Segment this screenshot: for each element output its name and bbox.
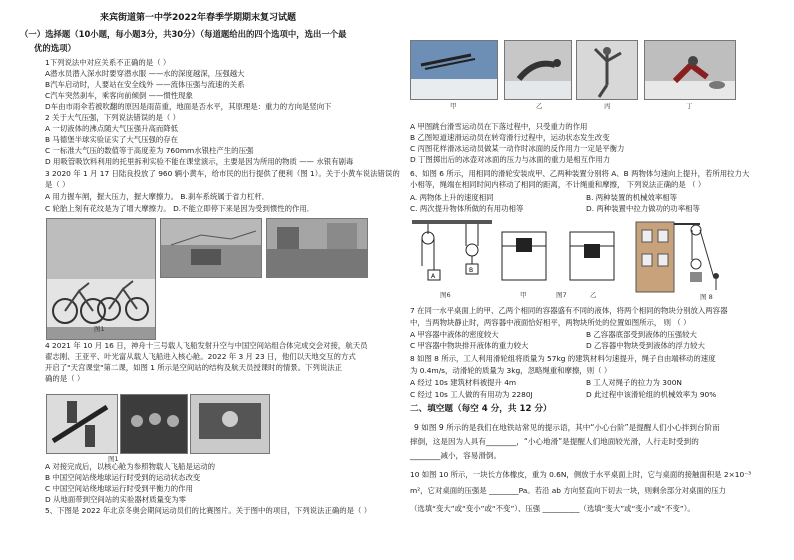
- q7-stem-2: 中，当两物块静止时，两容器中液面恰好相平，两物块所处的位置如图所示， 则 （ ）: [410, 318, 691, 327]
- ski-jump-photo: [410, 40, 498, 100]
- q4-option-c: C 中国空间站绕地球运行时受到平衡力的作用: [45, 484, 193, 493]
- q3-options-ab: A 用力握车闸，握大压力，握大摩擦力。 B.刹车系统属于省力杠杆．: [45, 192, 270, 201]
- figure6-caption: 图6: [440, 291, 451, 299]
- figure8-caption: 图 8: [700, 293, 713, 301]
- q1-stem: 1下列说法中对应关系不正确的是（ ）: [45, 58, 171, 67]
- q8-stem-2: 为 0.4m/s，动滑轮的质量为 3kg，忽略绳重和摩擦，则（ ）: [410, 366, 612, 375]
- q2-option-c: C 一标准大气压的数值等于高度差为 760mm水银柱产生的压强: [45, 146, 254, 155]
- q4-stem-1: 4 2021 年 10 月 16 日，神舟十三号载人飞船发射升空与中国空间站组合体完成交会对接，航天员: [45, 341, 368, 350]
- container-label-yi: 乙: [590, 291, 597, 299]
- q2-option-b: B 马德堡半球实验证实了大气压强的存在: [45, 135, 179, 144]
- q1-option-b: B汽车启动时，人要站在安全线外 ——流体压强与流速的关系: [45, 80, 245, 89]
- containers-diagram: [496, 226, 626, 286]
- section1-heading-cont: 优的选项）: [34, 43, 76, 53]
- q7-option-d: D 乙容器中物块受到液体的浮力较大: [586, 341, 705, 350]
- photo-label-bing: 丙: [604, 102, 611, 110]
- q5-option-c: C 丙图花样滑冰运动员做某一动作时冰面的反作用力一定是平衡力: [410, 144, 625, 153]
- figure7-caption: 图7: [556, 291, 567, 299]
- q6-option-b: B. 两种装置的机械效率相等: [586, 193, 678, 202]
- q2-stem: 2 关于大气压强，下列说法错误的是（ ）: [45, 113, 181, 122]
- figure-caption-q4: 图1: [108, 455, 119, 463]
- curling-photo: [644, 40, 736, 100]
- container-label-jia: 甲: [520, 291, 527, 299]
- q3-stem-cont: 是（ ）: [45, 180, 70, 189]
- q2-option-d: D 用吸管吸饮料利用的托里拆利实验不能在课堂演示，主要是因为所用的物质 —— 水银有剧毒: [45, 157, 354, 166]
- q1-option-c: C汽车突然刹车，乘客向前倾倒 ——惯性现象: [45, 91, 193, 100]
- landing-scene-photo: [160, 218, 262, 278]
- building-pulley-diagram: [630, 218, 730, 296]
- q6-option-d: D. 两种装置中拉力做功的功率相等: [586, 204, 700, 213]
- q10-stem-2: m²，它对桌面的压强是 ________Pa。若沿 ab 方向竖直向下切去一块，则剩余部分对桌面的压力: [410, 486, 726, 495]
- photo-label-jia: 甲: [450, 102, 457, 110]
- q10-stem-1: 10 如图 10 所示，一块长方体橡皮，重为 0.6N，侧放于水平桌面上时，它与桌面的接触面积是 2×10⁻³: [410, 470, 752, 479]
- astronaut-class-photo: [190, 394, 270, 454]
- q4-option-a: A 对接完成后，以核心舱为参照物载人飞船是运动的: [45, 462, 216, 471]
- q9-stem-3: ________减小，容易滑倒。: [410, 451, 502, 460]
- photo-label-ding: 丁: [686, 102, 693, 110]
- q5-option-a: A 甲图跳台滑雪运动员在下落过程中，只受重力的作用: [410, 122, 588, 131]
- q9-stem-1: 9 如图 9 所示的是我们在地铁站常见的提示语，其中“小心台阶”是提醒人们小心拌到台阶而: [414, 423, 720, 432]
- space-station-photo: [46, 394, 118, 454]
- q9-stem-2: 摔倒，这是因为人具有________，“小心地滑”是提醒人们地面较光滑，人行走时受到的: [410, 437, 699, 446]
- right-column: [400, 0, 787, 560]
- q3-stem: 3 2020 年 1 月 17 日陆良投放了 960 辆小黄车，给市民的出行提供了便利（图 1）。关于小黄车说法错误的: [45, 169, 400, 178]
- q10-stem-3: （选填“变大”或“变小”或“不变”）、压强 __________（选填“变大”或“变小”或“不变”）。: [410, 504, 695, 513]
- q5-option-b: B 乙图短道速滑运动员在转弯滑行过程中，运动状态发生改变: [410, 133, 610, 142]
- q3-options-cd: C 轮胎上刻有花纹是为了增大摩擦力。 D.不能立即停下来是因为受到惯性的作用．: [45, 204, 315, 213]
- page-title: 来宾街道第一中学2022年春季学期期末复习试题: [100, 13, 297, 23]
- q4-option-b: B 中国空间站绕地球运行时受到的运动状态改变: [45, 473, 201, 482]
- q2-option-a: A 一切液体的沸点随大气压强升高而降低: [45, 124, 179, 133]
- photo-label-yi: 乙: [536, 102, 543, 110]
- q8-stem-1: 8 如图 8 所示，工人利用滑轮组将质量为 57kg 的建筑材料匀速提升，绳子自由端移动的速度: [410, 354, 716, 363]
- section2-heading: 二、填空题（每空 4 分，共 12 分）: [410, 404, 552, 414]
- q7-option-b: B 乙容器底部受到液体的压强较大: [586, 330, 697, 339]
- q6-stem-2: 小相等，绳端在相同时间内移动了相同的距离，不计绳重和摩擦， 下列说法正确的是 （ ）: [410, 180, 706, 189]
- figure1-caption: 图1: [94, 325, 105, 333]
- q7-option-c: C 甲容器中物块排开液体的重力较大: [410, 341, 529, 350]
- q7-stem-1: 7 在同一水平桌面上的甲、乙两个相同的容器盛有不同的液体，将两个相同的物块分别放入两容器: [410, 306, 728, 315]
- q5-option-d: D 丁图掷出后的冰壶对冰面的压力与冰面的重力是相互作用力: [410, 155, 611, 164]
- q8-option-d: D 此过程中该滑轮组的机械效率为 90%: [586, 390, 717, 399]
- q1-option-d: D车由市雨伞若被吹翻的原因是雨苗重，地面是否水平，其原理是：重力的方向是竖向下: [45, 102, 332, 111]
- q4-stem-4: 确的是（ ）: [45, 374, 85, 383]
- q7-option-a: A 甲容器中液体的密度较大: [410, 330, 499, 339]
- q8-option-b: B 工人对绳子的拉力为 300N: [586, 378, 682, 387]
- section1-heading: （一）选择题（10小题，每小题3分，共30分）（每道题给出的四个选项中，选出一个最: [20, 29, 347, 39]
- q6-option-a: A. 两物体上升的速度相同: [410, 193, 494, 202]
- bike-sharing-photo: [46, 218, 156, 340]
- q4-stem-2: 翟志刚、王亚平、叶光富从载人飞船进入核心舱。2022 年 3 月 23 日，他们以天地交互的方式: [45, 352, 356, 361]
- pulley-label-b: B: [469, 267, 474, 274]
- q1-option-a: A潜水员潜入深水时要穿潜水服 ——水的深度越深，压强越大: [45, 69, 245, 78]
- q5-stem: 5、下图是 2022 年北京冬奥会期间运动员们的比赛图片。关于图中的项目，下列说法正确的是（ ）: [45, 506, 372, 515]
- street-scene-photo: [266, 218, 368, 278]
- pulley-label-a: A: [431, 273, 436, 280]
- classroom-photo: [120, 394, 188, 454]
- q6-stem-1: 6、如图 6 所示，用相同的滑轮安装成甲、乙两种装置分别将 A、B 两物体匀速向上提升，若所用拉力大: [410, 169, 750, 178]
- q8-option-c: C 经过 10s 工人做的有用功为 2280J: [410, 390, 533, 399]
- q6-option-c: C. 两次提升物体所做的有用功相等: [410, 204, 524, 213]
- speed-skating-photo: [504, 40, 572, 100]
- pulley-diagram: [412, 218, 492, 288]
- figure-skating-photo: [576, 40, 638, 100]
- q4-option-d: D 从地面带到空间站的实验器材质量变为零: [45, 495, 187, 504]
- q8-option-a: A 经过 10s 建筑材料被提升 4m: [410, 378, 517, 387]
- q4-stem-3: 开启了"天宫课堂"第二课，如图 1 所示是空间站的结构及航天员授课时的情景。下列说法正: [45, 363, 343, 372]
